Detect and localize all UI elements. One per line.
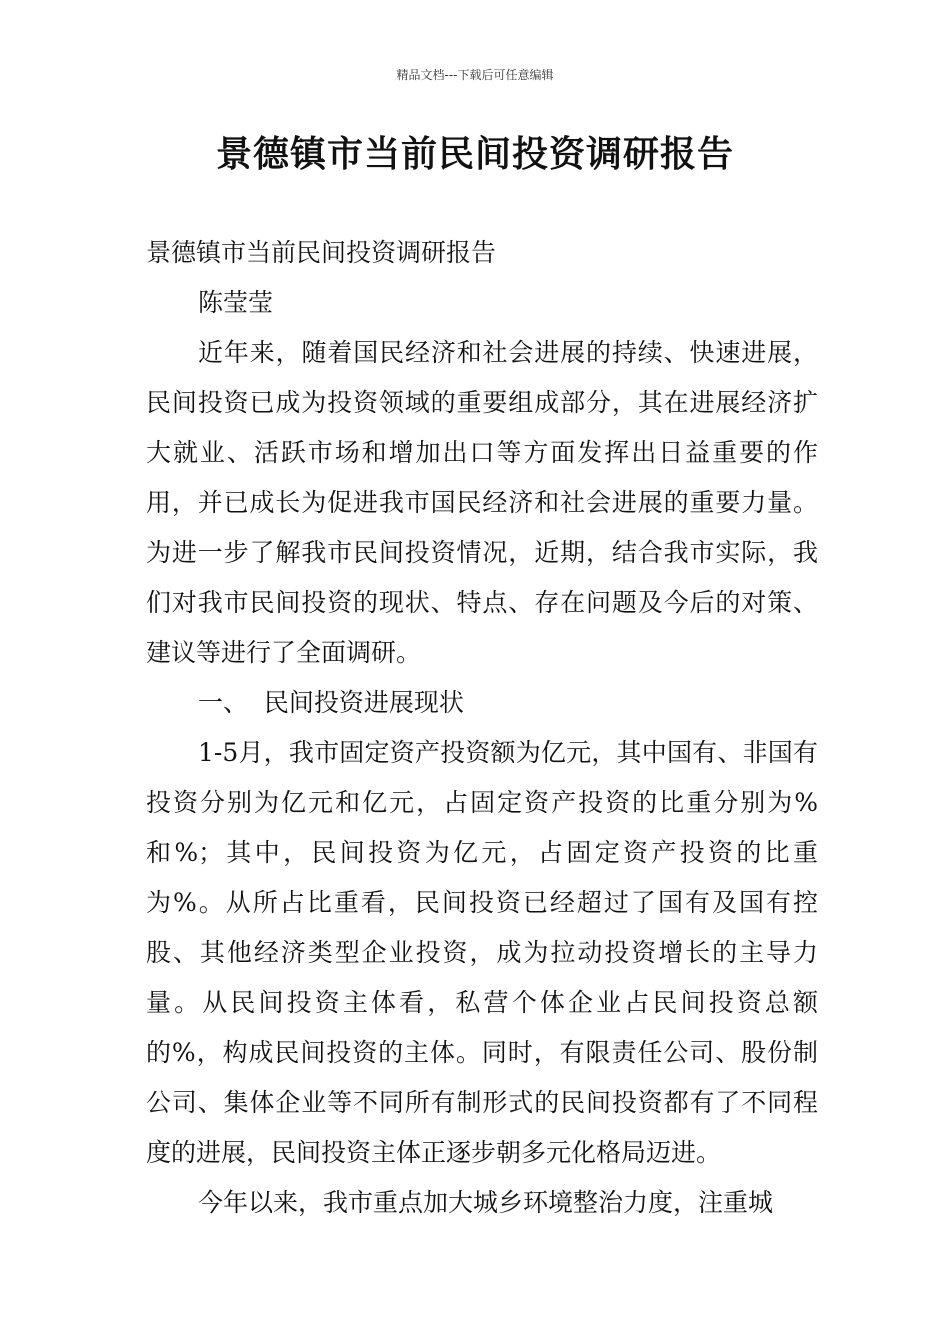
section-heading-1: 一、 民间投资进展现状 [198,688,464,717]
author-name: 陈莹莹 [198,288,274,317]
page-header-watermark: 精品文档---下载后可任意编辑 [396,68,554,82]
document-body [146,228,818,1228]
paragraph-intro: 近年来，随着国民经济和社会进展的持续、快速进展，民间投资已成为投资领域的重要组成部分，其在进展经济扩大就业、活跃市场和增加出口等方面发挥出日益重要的作用，并已成长为促进我市国民经济和社会进展的重要力量。为进一步了解我市民间投资情况，近期，结合我市实际，我们对我市民间投资的现状、特点、存在问题及今后的对策、建议等进行了全面调研。 [146,338,818,667]
paragraph-continuation: 今年以来，我市重点加大城乡环境整治力度，注重城 [198,1188,774,1217]
document-title: 景德镇市当前民间投资调研报告 [215,134,734,175]
document-subtitle: 景德镇市当前民间投资调研报告 [146,238,497,267]
paragraph-status: 1-5月，我市固定资产投资额为亿元，其中国有、非国有投资分别为亿元和亿元，占固定资产投资的比重分别为%和%；其中，民间投资为亿元，占固定资产投资的比重为%。从所占比重看，民间投资已经超过了国有及国有控股、其他经济类型企业投资，成为拉动投资增长的主导力量。从民间投资主体看，私营个体企业占民间投资总额的%，构成民间投资的主体。同时，有限责任公司、股份制公司、集体企业等不同所有制形式的民间投资都有了不同程度的进展，民间投资主体正逐步朝多元化格局迈进。 [146,738,818,1167]
